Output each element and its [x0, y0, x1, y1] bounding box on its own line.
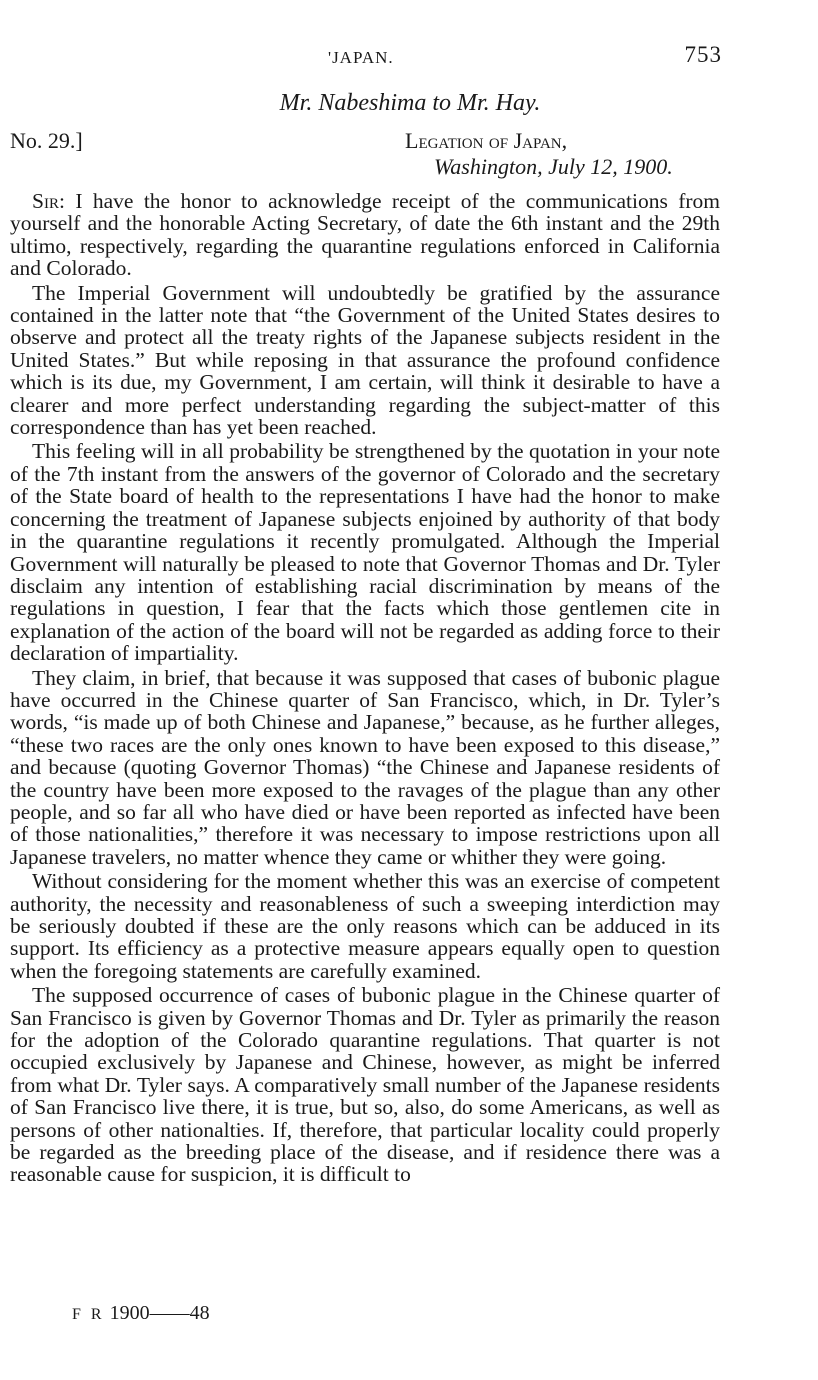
paragraph: This feeling will in all probability be strengthened by the quotation in your note of the 7th instant from the answers of the governor of Colorado and the secretary of the State board of health to the representations I have had the honor to make concerning the treatment of Japanese subjects enjoined by authority of that body in the quarantine regulations it recently promulgated. Although the Imperial Government will naturally be pleased to note that Governor Thomas and Dr. Tyler disclaim any intention of establishing racial discrimination by means of the regulations in question, I fear that the facts which those gentlemen cite in explanation of the action of the board will not be regarded as adding force to their declaration of impartiality. [10, 439, 720, 666]
document-number: No. 29.] [10, 128, 83, 153]
dateline: Washington, July 12, 1900. [434, 154, 673, 179]
signature-text: 1900——48 [109, 1302, 210, 1324]
running-head [10, 36, 720, 70]
signature-footer [72, 1302, 210, 1325]
document-page [10, 36, 720, 1188]
letter-body [10, 190, 720, 1186]
salutation: Sir: [32, 189, 65, 213]
letter-title: Mr. Nabeshima to Mr. Hay. [279, 90, 541, 116]
legation-line: Legation of Japan, [405, 128, 568, 153]
paragraph: The Imperial Government will undoubtedly be gratified by the assurance contained in the latter note that “the Government of the United States desires to observe and protect all the treaty rights of the Japanese subjects resident in the United States.” But while reposing in that assurance the profound confidence which is its due, my Government, I am certain, will think it desirable to have a clearer and more perfect understanding regarding the subject-matter of this correspondence than has yet been reached. [10, 280, 720, 440]
paragraph-text: I have the honor to acknowledge receipt of the communications from yourself and the honorable Acting Secretary, of date the 6th instant and the 29th ultimo, respectively, regarding the quarantine regulations enforced in California and Colorado. [10, 189, 721, 281]
page-number: 753 [684, 42, 722, 67]
signature-mark: F R [72, 1306, 105, 1323]
letter-header [10, 124, 720, 184]
paragraph: They claim, in brief, that because it was supposed that cases of bubonic plague have occurred in the Chinese quarter of San Francisco, which, in Dr. Tyler’s words, “is made up of both Chinese and Japanese,” because, as he further alleges, “these two races are the only ones known to have been exposed to this disease,” and because (quoting Governor Thomas) “the Chinese and Japanese residents of the country have been more exposed to the ravages of the plague than any other people, and so far all who have died or have been reported as infected have been of those nationalities,” therefore it was necessary to impose restrictions upon all Japanese travelers, no matter whence they came or whither they were going. [10, 665, 720, 869]
paragraph [10, 190, 720, 280]
paragraph: The supposed occurrence of cases of bubonic plague in the Chinese quarter of San Francisco is given by Governor Thomas and Dr. Tyler as primarily the reason for the adoption of the Colorado quarantine regulations. That quarter is not occupied exclusively by Japanese and Chinese, however, as might be inferred from what Dr. Tyler says. A comparatively small number of the Japanese residents of San Francisco live there, it is true, but so, also, do some Americans, as well as persons of other nationalties. If, therefore, that particular locality could properly be regarded as the breeding place of the disease, and if residence there was a reasonable cause for suspicion, it is difficult to [10, 983, 720, 1187]
section-title: 'JAPAN. [328, 48, 394, 67]
paragraph: Without considering for the moment whether this was an exercise of competent authority, the necessity and reasonableness of such a sweeping interdiction may be seriously doubted if these are the only reasons which can be adduced in its support. Its efficiency as a protective measure appears equally open to question when the foregoing statements are carefully examined. [10, 869, 720, 983]
